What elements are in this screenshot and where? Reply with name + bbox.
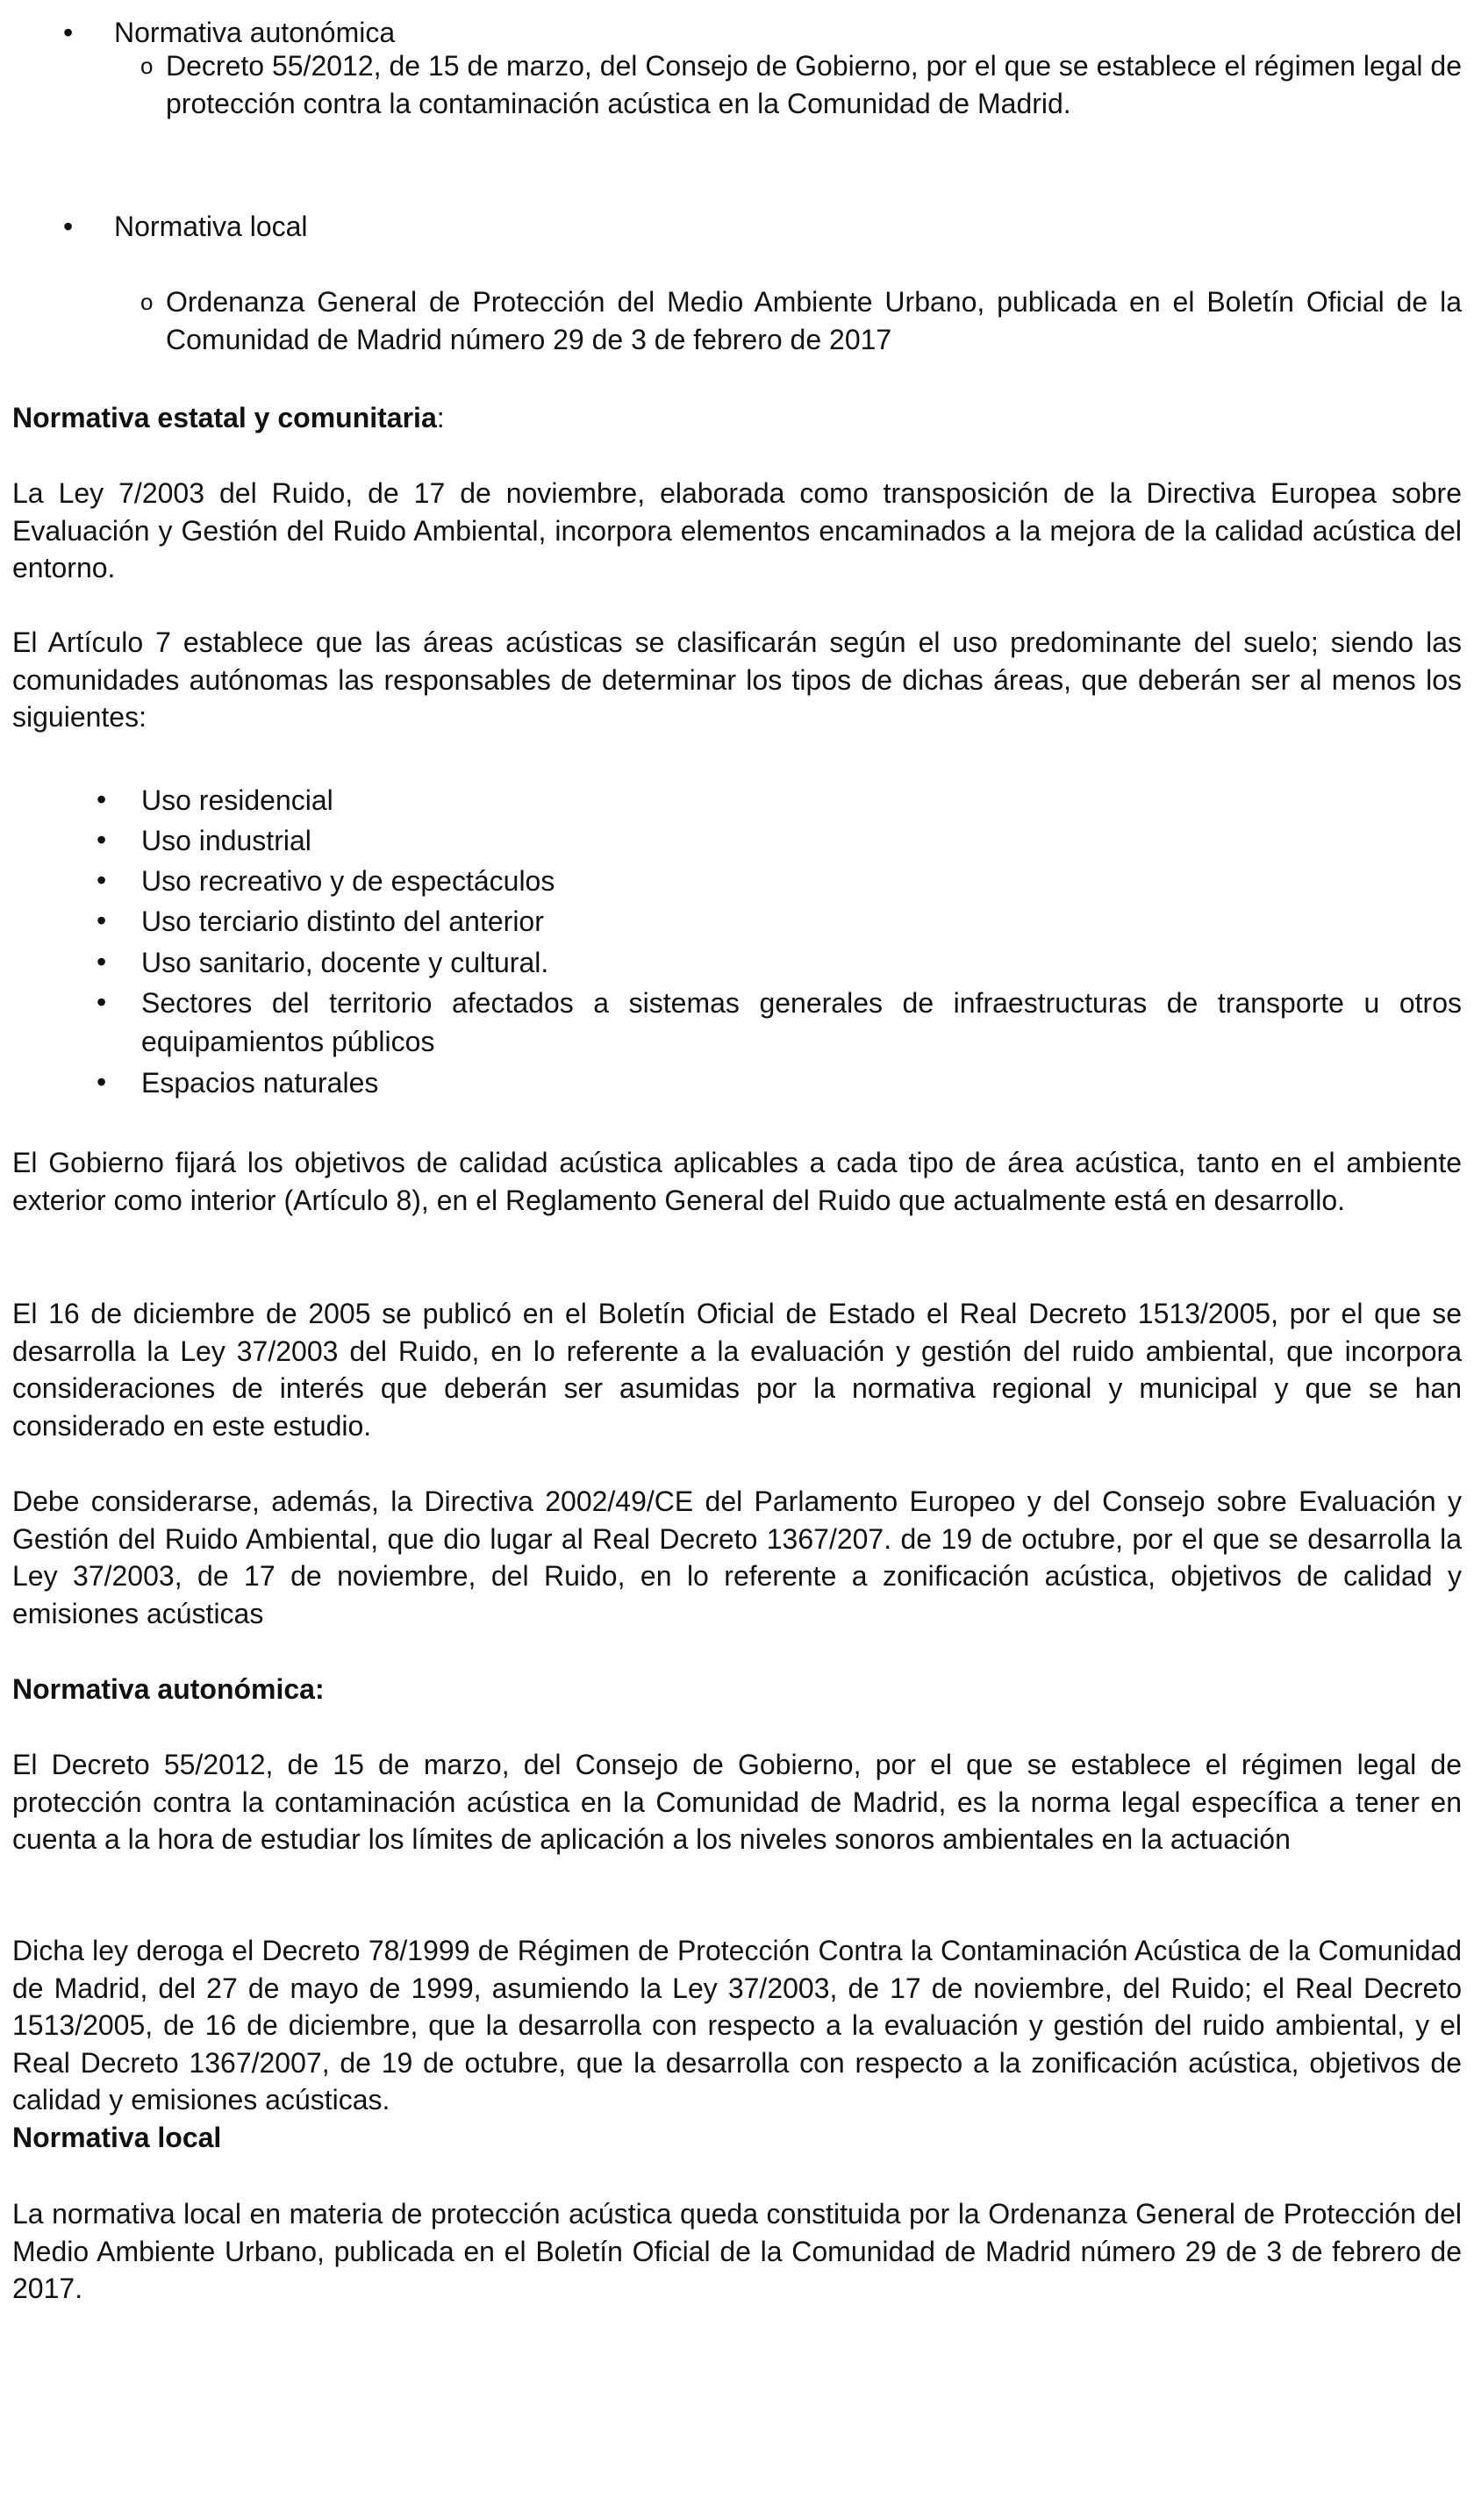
paragraph: El Gobierno fijará los objetivos de calidad acústica aplicables a cada tipo de área acústica, tanto en el ambiente exterior como interior (Artículo 8), en el Reglamento General del Ruido que actualmente está en desarrollo. xyxy=(12,1147,1462,1216)
sub-bullet-icon: o xyxy=(140,289,154,315)
paragraph: El 16 de diciembre de 2005 se publicó en el Boletín Oficial de Estado el Real Decreto 1513/2005, por el que se desarrolla la Ley 37/2003 del Ruido, en lo referente a la evaluación y gestión del ruido ambiental, que incorpora consideraciones de interés que deberán ser asumidas por la normativa regional y municipal y que se han considerado en este estudio. xyxy=(12,1298,1462,1442)
paragraph: El Artículo 7 establece que las áreas acústicas se clasificarán según el uso predominante del suelo; siendo las comunidades autónomas las responsables de determinar los tipos de dichas áreas, que deberán ser al menos los siguientes: xyxy=(12,626,1462,734)
heading-text: Normativa estatal y comunitaria xyxy=(12,402,437,433)
list-item: Uso sanitario, docente y cultural. xyxy=(141,947,549,978)
bullet-icon: • xyxy=(63,17,74,48)
bullet-icon: • xyxy=(97,986,107,1018)
list-item: Uso recreativo y de espectáculos xyxy=(141,865,555,897)
sub-bullet-icon: o xyxy=(140,53,154,79)
list-item: Uso terciario distinto del anterior xyxy=(141,906,544,937)
paragraph: El Decreto 55/2012, de 15 de marzo, del Consejo de Gobierno, por el que se establece el régimen legal de protección contra la contaminación acústica en la Comunidad de Madrid, es la norma legal específica a tener en cuenta a la hora de estudiar los límites de aplicación a los niveles sonoros ambientales en la actuación xyxy=(12,1749,1462,1856)
bullet-icon: • xyxy=(97,824,107,856)
heading-colon: : xyxy=(436,402,445,433)
list-item: Uso residencial xyxy=(141,784,333,816)
bullet-icon: • xyxy=(97,784,107,815)
list-item: Normativa autonómica xyxy=(114,17,396,48)
bullet-icon: • xyxy=(97,864,107,896)
paragraph: La Ley 7/2003 del Ruido, de 17 de noviembre, elaborada como transposición de la Directiva Europea sobre Evaluación y Gestión del Ruido Ambiental, incorpora elementos encaminados a la mejora de la calidad acústica del entorno. xyxy=(12,477,1462,584)
list-item: Uso industrial xyxy=(141,825,311,856)
sub-list-item: Decreto 55/2012, de 15 de marzo, del Consejo de Gobierno, por el que se establece el régimen legal de protección contra la contaminación acústica en la Comunidad de Madrid. xyxy=(166,50,1462,119)
bullet-icon: • xyxy=(63,211,74,242)
paragraph: Debe considerarse, además, la Directiva 2002/49/CE del Parlamento Europeo y del Consejo sobre Evaluación y Gestión del Ruido Ambiental, que dio lugar al Real Decreto 1367/207. de 19 de octubre, por el que se desarrolla la Ley 37/2003, de 17 de noviembre, del Ruido, en lo referente a zonificación acústica, objetivos de calidad y emisiones acústicas xyxy=(12,1486,1462,1629)
list-item: Espacios naturales xyxy=(141,1067,379,1099)
bullet-icon: • xyxy=(97,905,107,936)
paragraph: Dicha ley deroga el Decreto 78/1999 de Régimen de Protección Contra la Contaminación Acústica de la Comunidad de Madrid, del 27 de mayo de 1999, asumiendo la Ley 37/2003, de 17 de noviembre, del Ruido; el Real Decreto 1513/2005, de 16 de diciembre, que la desarrolla con respecto a la evaluación y gestión del ruido ambiental, y el Real Decreto 1367/2007, de 19 de octubre, que la desarrolla con respecto a la zonificación acústica, objetivos de calidad y emisiones acústicas. xyxy=(12,1935,1462,2116)
section-heading: Normativa local xyxy=(12,2122,222,2153)
bullet-icon: • xyxy=(97,1066,107,1098)
sub-list-item: Ordenanza General de Protección del Medio Ambiente Urbano, publicada en el Boletín Oficial de la Comunidad de Madrid número 29 de 3 de febrero de 2017 xyxy=(166,286,1462,355)
section-heading xyxy=(12,399,1462,437)
list-item: Normativa local xyxy=(114,211,308,242)
list-item: Sectores del territorio afectados a sistemas generales de infraestructuras de transporte u otros equipamientos públicos xyxy=(141,987,1462,1057)
section-heading: Normativa autonómica: xyxy=(12,1673,325,1705)
bullet-icon: • xyxy=(97,946,107,977)
paragraph: La normativa local en materia de protección acústica queda constituida por la Ordenanza General de Protección del Medio Ambiente Urbano, publicada en el Boletín Oficial de la Comunidad de Madrid número 29 de 3 de febrero de 2017. xyxy=(12,2198,1462,2305)
